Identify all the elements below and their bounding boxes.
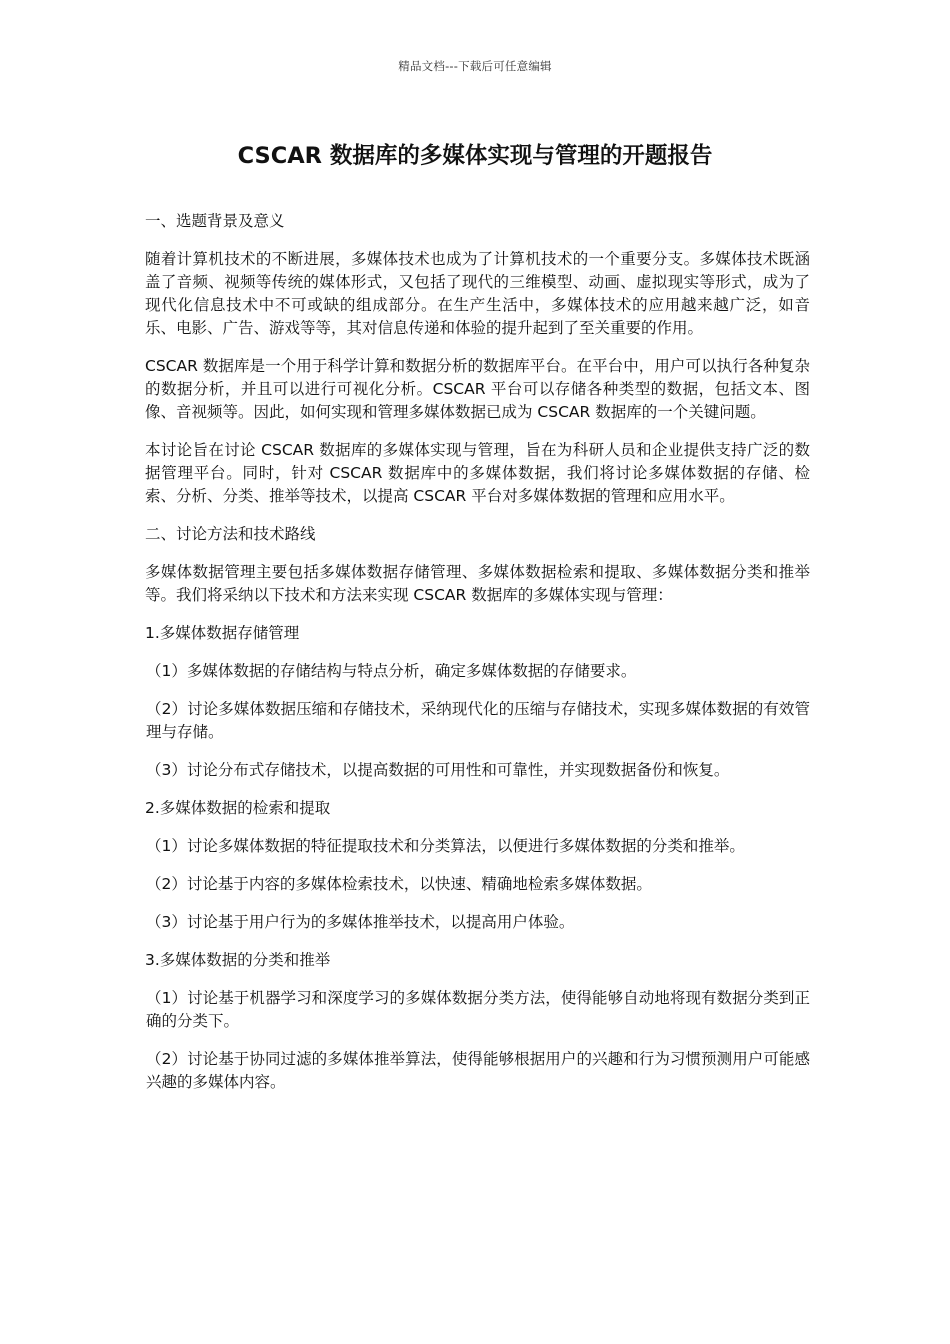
subheading-retrieval: 2.多媒体数据的检索和提取 <box>145 799 331 817</box>
list-item: （1）讨论基于机器学习和深度学习的多媒体数据分类方法，使得能够自动地将现有数据分类到正确的分类下。 <box>146 989 810 1030</box>
list-item: （1）讨论多媒体数据的特征提取技术和分类算法，以便进行多媒体数据的分类和推举。 <box>146 837 745 855</box>
list-item: （2）讨论基于协同过滤的多媒体推举算法，使得能够根据用户的兴趣和行为习惯预测用户可能感兴趣的多媒体内容。 <box>146 1050 810 1091</box>
paragraph-multimedia-intro: 随着计算机技术的不断进展，多媒体技术也成为了计算机技术的一个重要分支。多媒体技术既涵盖了音频、视频等传统的媒体形式，又包括了现代的三维模型、动画、虚拟现实等形式，成为了现代化信息技术中不可或缺的组成部分。在生产生活中，多媒体技术的应用越来越广泛，如音乐、电影、广告、游戏等等，其对信息传递和体验的提升起到了至关重要的作用。 <box>145 250 810 337</box>
paragraph-research-goal: 本讨论旨在讨论 CSCAR 数据库的多媒体实现与管理，旨在为科研人员和企业提供支持广泛的数据管理平台。同时，针对 CSCAR 数据库中的多媒体数据，我们将讨论多媒体数据的存储、检索、分析、分类、推举等技术，以提高 CSCAR 平台对多媒体数据的管理和应用水平。 <box>145 441 810 505</box>
document-body <box>145 210 810 1109</box>
paragraph-methods-overview: 多媒体数据管理主要包括多媒体数据存储管理、多媒体数据检索和提取、多媒体数据分类和推举等。我们将采纳以下技术和方法来实现 CSCAR 数据库的多媒体实现与管理： <box>145 563 810 604</box>
list-item: （2）讨论基于内容的多媒体检索技术，以快速、精确地检索多媒体数据。 <box>146 875 652 893</box>
subheading-storage: 1.多媒体数据存储管理 <box>145 624 300 642</box>
list-item: （2）讨论多媒体数据压缩和存储技术，采纳现代化的压缩与存储技术，实现多媒体数据的有效管理与存储。 <box>146 700 810 741</box>
section-heading-methods: 二、讨论方法和技术路线 <box>145 525 316 543</box>
paragraph-cscar-intro: CSCAR 数据库是一个用于科学计算和数据分析的数据库平台。在平台中，用户可以执行各种复杂的数据分析，并且可以进行可视化分析。CSCAR 平台可以存储各种类型的数据，包括文本、图像、音视频等。因此，如何实现和管理多媒体数据已成为 CSCAR 数据库的一个关键问题。 <box>145 357 810 421</box>
page-header-note: 精品文档---下载后可任意编辑 <box>398 59 552 73</box>
section-heading-background: 一、选题背景及意义 <box>145 212 285 230</box>
list-item: （3）讨论基于用户行为的多媒体推举技术，以提高用户体验。 <box>146 913 575 931</box>
subheading-classification: 3.多媒体数据的分类和推举 <box>145 951 331 969</box>
list-item: （3）讨论分布式存储技术，以提高数据的可用性和可靠性，并实现数据备份和恢复。 <box>146 761 730 779</box>
list-item: （1）多媒体数据的存储结构与特点分析，确定多媒体数据的存储要求。 <box>146 662 637 680</box>
document-title: CSCAR 数据库的多媒体实现与管理的开题报告 <box>237 143 713 169</box>
